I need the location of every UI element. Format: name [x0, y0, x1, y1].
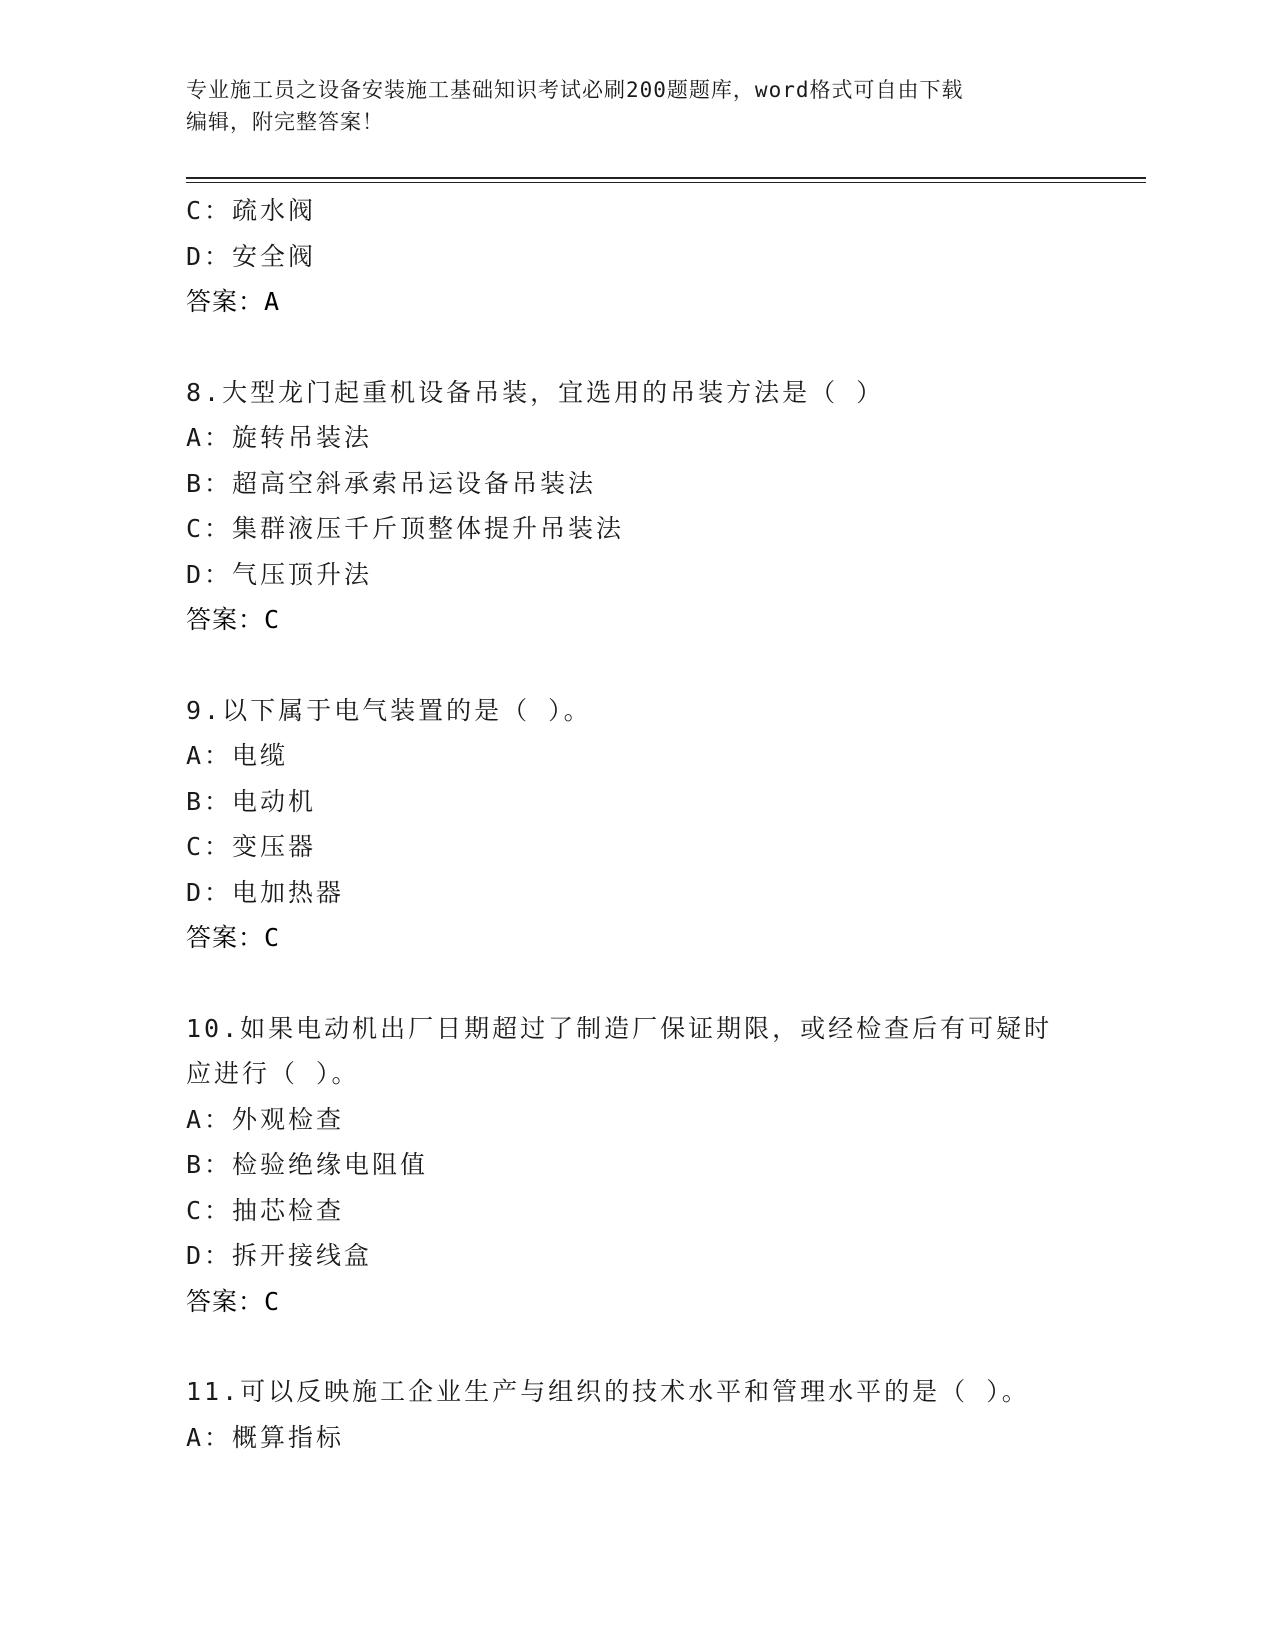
- question-continued: [186, 188, 1086, 325]
- option-d: D：电加热器: [186, 877, 345, 907]
- question-8: [186, 370, 1086, 643]
- option-c: C：变压器: [186, 832, 317, 861]
- option-a: A：电缆: [186, 741, 289, 770]
- answer: 答案：C: [186, 605, 281, 634]
- header-rule-thick: [186, 177, 1146, 179]
- option-b: B：检验绝缘电阻值: [186, 1150, 429, 1179]
- header-rule-thin: [186, 182, 1146, 183]
- question-list: [186, 188, 1086, 1460]
- spacer: [186, 961, 1086, 1006]
- question-stem-line-2: 应进行（ ）。: [186, 1059, 360, 1088]
- option-c: C：集群液压千斤顶整体提升吊装法: [186, 514, 625, 543]
- question-10: [186, 1006, 1086, 1325]
- question-stem-line-1: 10.如果电动机出厂日期超过了制造厂保证期限，或经检查后有可疑时: [186, 1013, 1053, 1043]
- option-c: C：抽芯检查: [186, 1195, 345, 1225]
- option-b: B：超高空斜承索吊运设备吊装法: [186, 468, 597, 498]
- option-d: D：安全阀: [186, 241, 317, 271]
- option-b: B：电动机: [186, 786, 317, 816]
- option-d: D：气压顶升法: [186, 559, 373, 589]
- header-line-2: 编辑，附完整答案！: [186, 110, 384, 134]
- answer: 答案：A: [186, 287, 281, 316]
- question-stem: 11.可以反映施工企业生产与组织的技术水平和管理水平的是（ ）。: [186, 1377, 1030, 1406]
- option-c: C：疏水阀: [186, 196, 317, 225]
- answer: 答案：C: [186, 1286, 281, 1316]
- option-a: A：旋转吊装法: [186, 423, 373, 452]
- question-stem: 8.大型龙门起重机设备吊装，宜选用的吊装方法是（ ）: [186, 377, 885, 407]
- question-9: [186, 688, 1086, 961]
- spacer: [186, 1324, 1086, 1369]
- spacer: [186, 643, 1086, 688]
- option-a: A：概算指标: [186, 1422, 345, 1452]
- question-11: [186, 1369, 1086, 1460]
- option-a: A：外观检查: [186, 1104, 345, 1134]
- question-stem: 9.以下属于电气装置的是（ ）。: [186, 695, 592, 725]
- header-line-1: 专业施工员之设备安装施工基础知识考试必刷200题题库，word格式可自由下载: [186, 78, 964, 102]
- spacer: [186, 325, 1086, 370]
- document-header: [186, 74, 1086, 138]
- answer: 答案：C: [186, 923, 281, 952]
- option-d: D：拆开接线盒: [186, 1241, 373, 1270]
